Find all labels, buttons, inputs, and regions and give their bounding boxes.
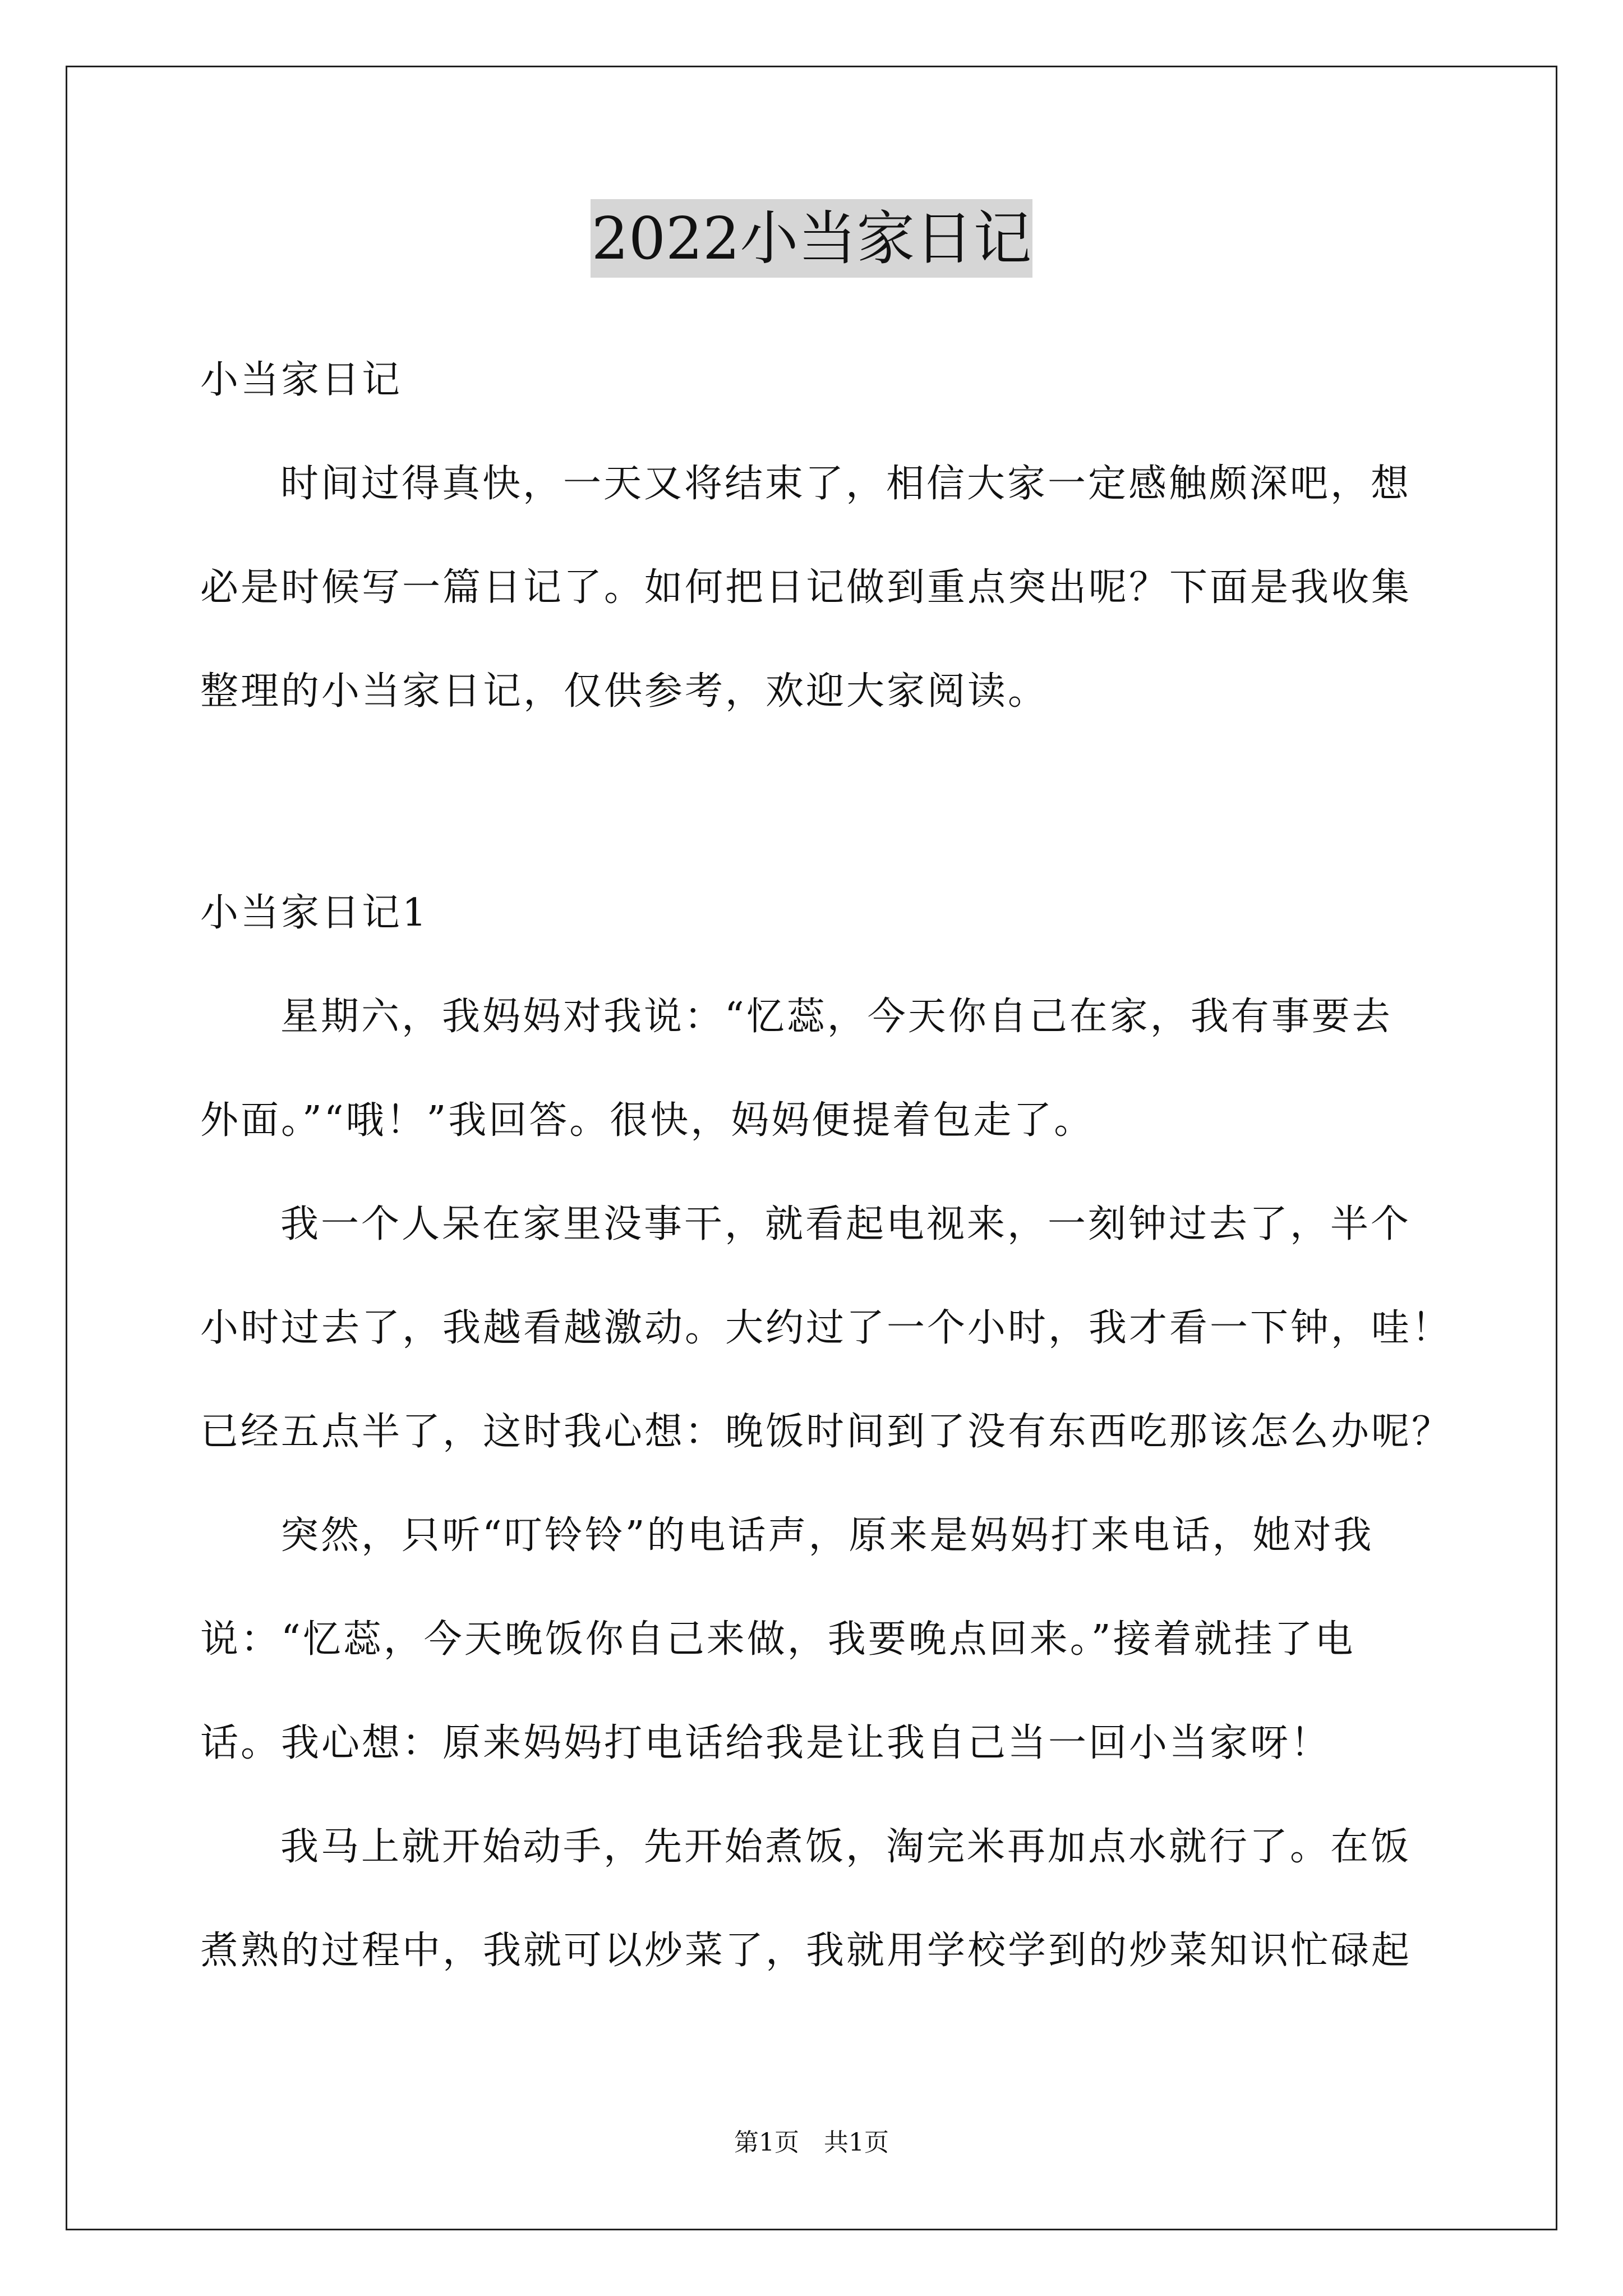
- body-line: 小时过去了，我越看越激动。大约过了一个小时，我才看一下钟，哇！: [200, 1306, 1453, 1350]
- intro-line: 时间过得真快，一天又将结束了，相信大家一定感触颇深吧，想: [280, 462, 1412, 506]
- body-line: 我马上就开始动手，先开始煮饭，淘完米再加点水就行了。在饭: [280, 1825, 1412, 1869]
- body-line: 星期六，我妈妈对我说：“忆蕊，今天你自己在家，我有事要去: [280, 995, 1393, 1039]
- body-line: 说：“忆蕊，今天晚饭你自己来做，我要晚点回来。”接着就挂了电: [200, 1617, 1355, 1662]
- title-container: [0, 199, 1623, 278]
- body-line: 外面。”“哦！”我回答。很快，妈妈便提着包走了。: [200, 1098, 1095, 1143]
- body-line: 煮熟的过程中，我就可以炒菜了，我就用学校学到的炒菜知识忙碌起: [200, 1929, 1412, 1973]
- intro-line: 整理的小当家日记，仅供参考，欢迎大家阅读。: [200, 669, 1049, 714]
- body-line: 话。我心想：原来妈妈打电话给我是让我自己当一回小当家呀！: [200, 1721, 1331, 1765]
- body-line: 已经五点半了，这时我心想：晚饭时间到了没有东西吃那该怎么办呢？: [200, 1410, 1453, 1454]
- section-heading: 小当家日记1: [200, 891, 429, 935]
- body-line: 我一个人呆在家里没事干，就看起电视来，一刻钟过去了，半个: [280, 1202, 1412, 1246]
- page-footer: 第1页 共1页: [734, 2128, 889, 2157]
- body-line: 突然，只听“叮铃铃”的电话声，原来是妈妈打来电话，她对我: [280, 1513, 1374, 1558]
- intro-line: 必是时候写一篇日记了。如何把日记做到重点突出呢？下面是我收集: [200, 565, 1412, 610]
- intro-heading: 小当家日记: [200, 358, 403, 402]
- document-title: 2022小当家日记: [591, 199, 1033, 278]
